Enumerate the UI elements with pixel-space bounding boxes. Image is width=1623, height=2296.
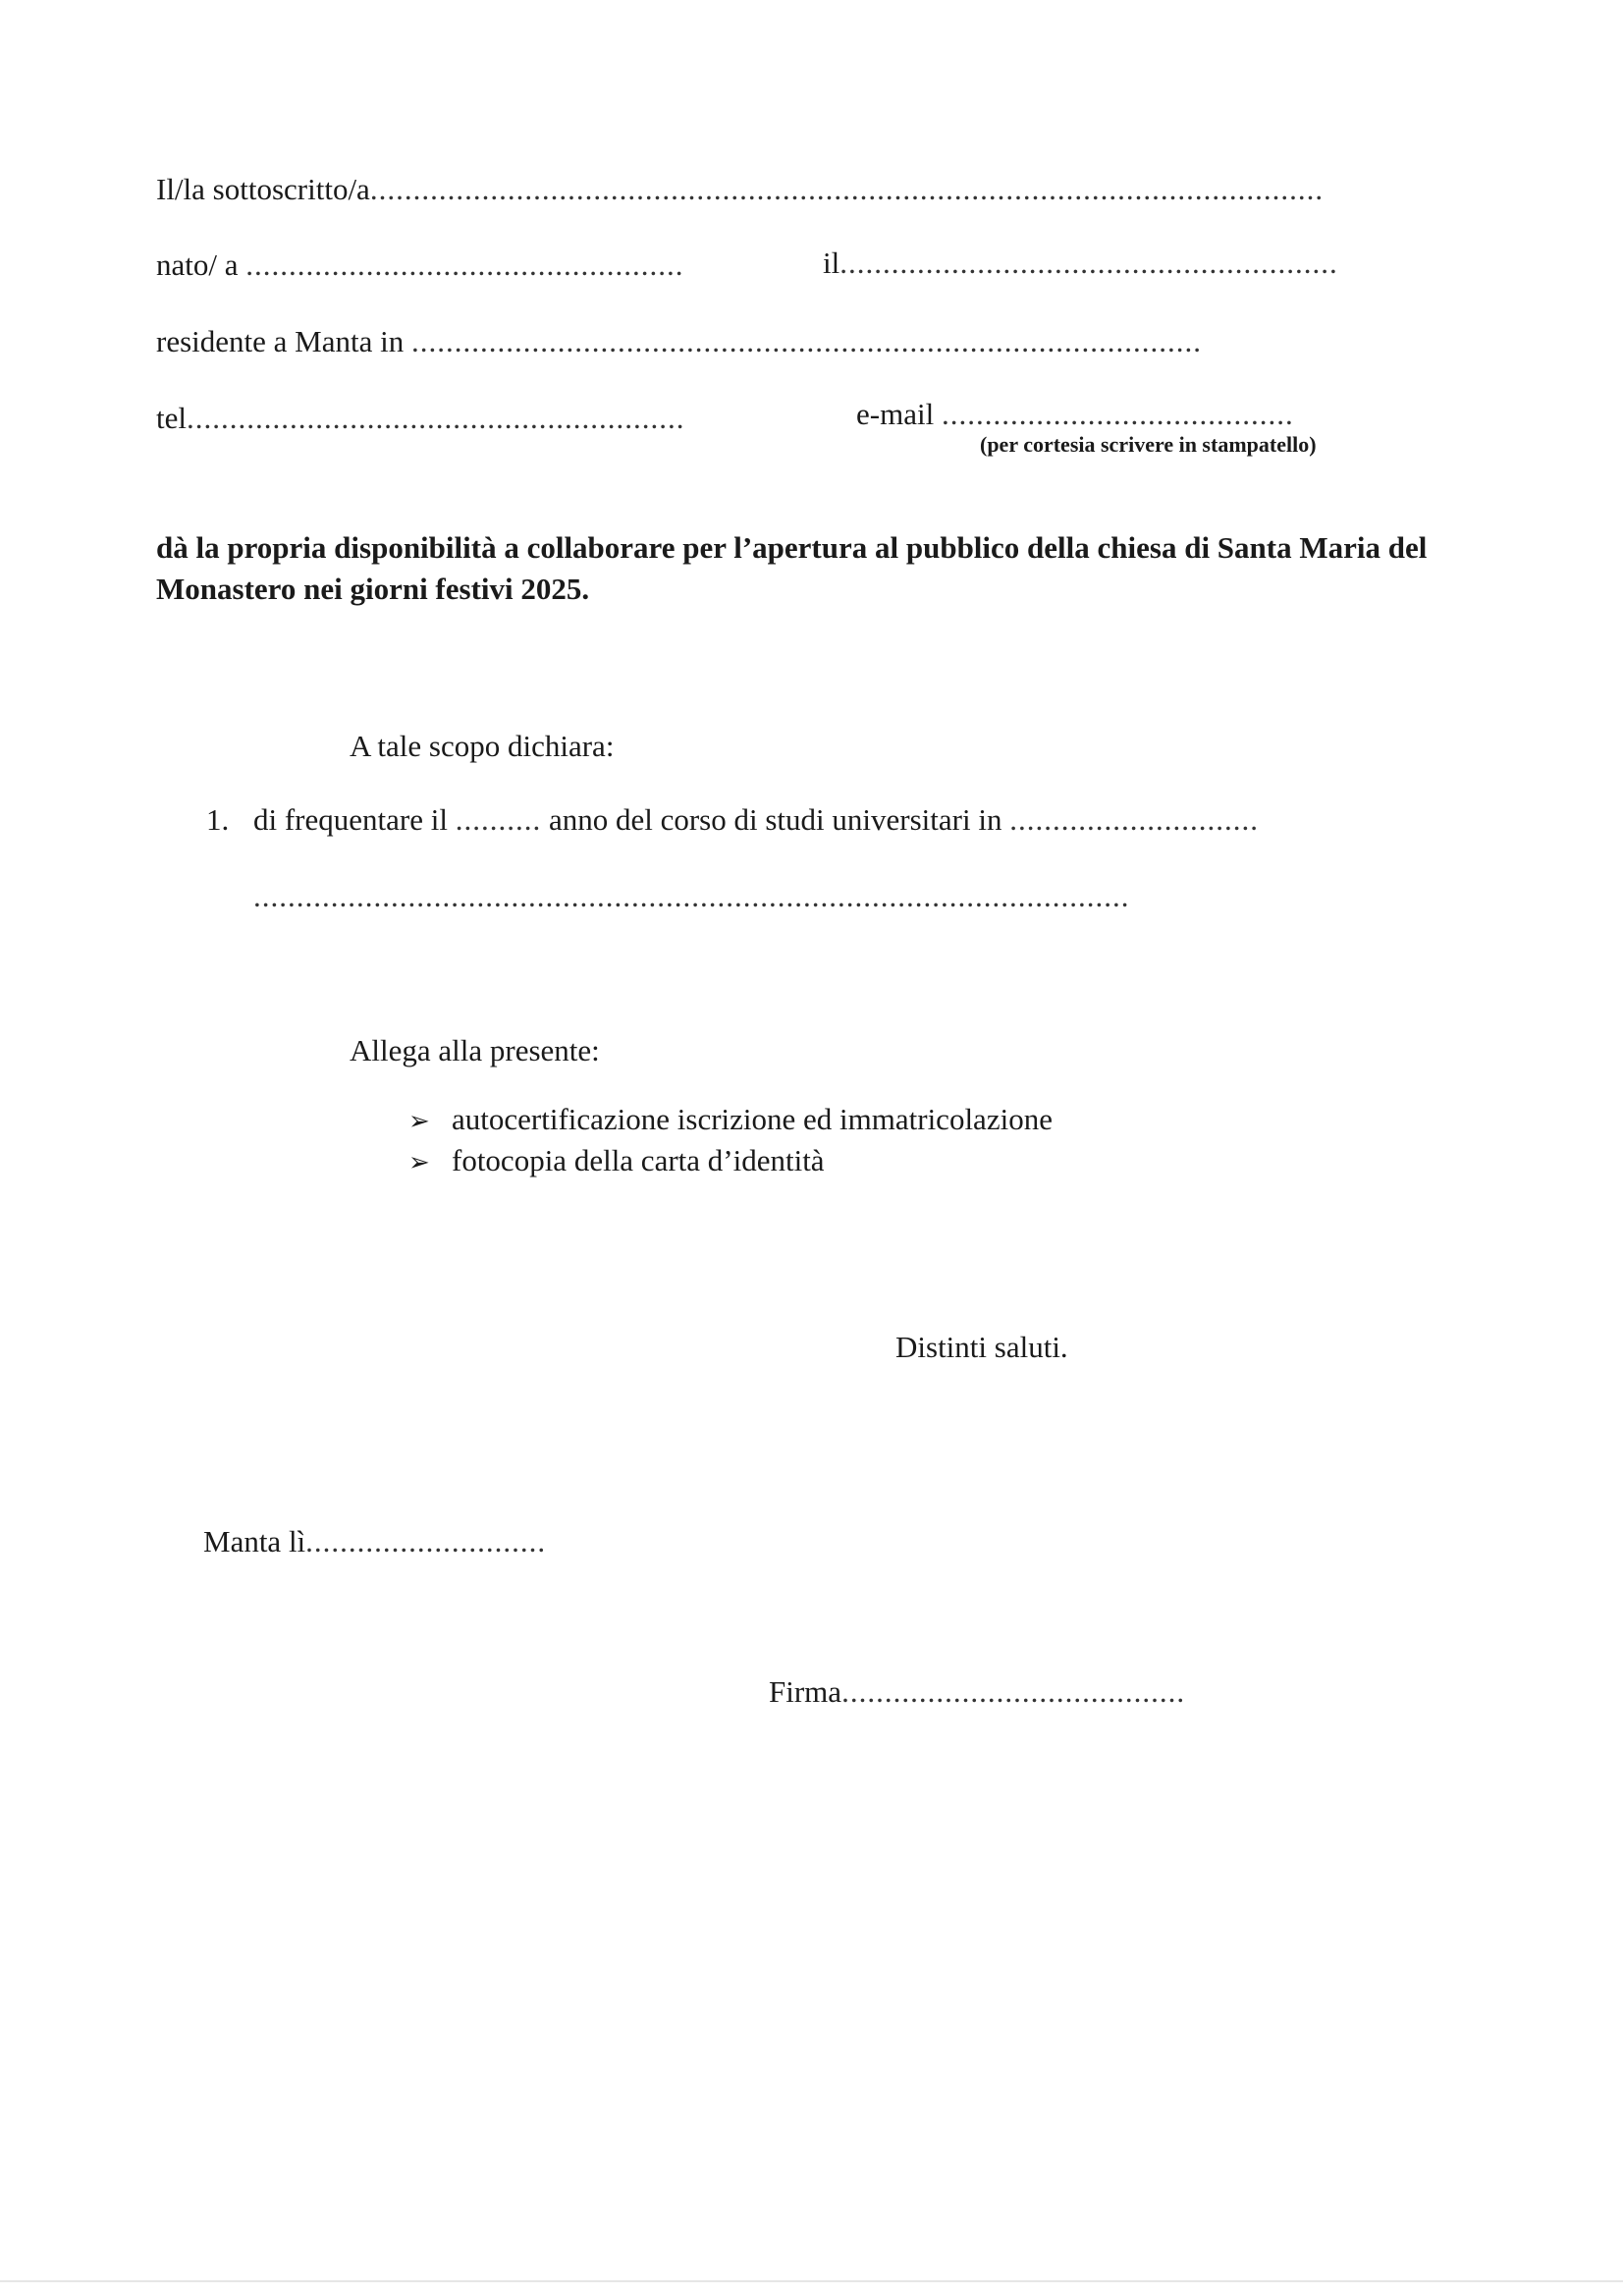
residence-field[interactable]: ............................................................................................	[410, 324, 1202, 358]
birthdate-line	[823, 244, 1338, 283]
year-field[interactable]: ..........	[455, 802, 542, 837]
birthdate-label: il	[823, 246, 840, 280]
birthdate-field[interactable]: ..........................................................	[839, 246, 1338, 280]
signature-field[interactable]: ........................................	[841, 1674, 1186, 1709]
item-number: 1.	[206, 802, 230, 837]
arrow-bullet-icon: ➢	[408, 1107, 430, 1135]
scan-edge-divider	[0, 2280, 1623, 2282]
attachment-item-text: fotocopia della carta d’identità	[452, 1143, 825, 1177]
course-field-continuation-line	[253, 877, 1130, 916]
undersigned-line	[156, 170, 1324, 209]
course-field-continuation[interactable]: ......................................................................................................	[253, 879, 1130, 913]
attachments-intro: Allega alla presente:	[350, 1033, 600, 1067]
course-field[interactable]: .............................	[1009, 802, 1259, 837]
attachment-item	[408, 1141, 825, 1182]
place-date-label: Manta lì	[203, 1524, 306, 1558]
attachment-item-text: autocertificazione iscrizione ed immatricolazione	[452, 1102, 1053, 1136]
closing-greeting: Distinti saluti.	[895, 1330, 1068, 1364]
signature-label: Firma	[769, 1674, 842, 1709]
arrow-bullet-icon: ➢	[408, 1148, 430, 1176]
statement-item-1	[206, 800, 1259, 840]
place-date-line	[203, 1522, 546, 1561]
signature-line	[769, 1672, 1185, 1712]
item-text-part2: anno del corso di studi universitari in	[548, 802, 1002, 837]
statement-intro: A tale scopo dichiara:	[350, 729, 615, 763]
attachment-item	[408, 1100, 1053, 1141]
email-label: e-mail	[856, 397, 935, 431]
phone-line	[156, 399, 685, 438]
email-line	[856, 395, 1294, 434]
undersigned-label: Il/la sottoscritto/a	[156, 172, 370, 206]
birthplace-field[interactable]: ...................................................	[245, 247, 684, 282]
undersigned-field[interactable]: ...............................................................................................................	[369, 172, 1325, 206]
residence-line	[156, 322, 1202, 361]
phone-field[interactable]: ..........................................................	[187, 401, 685, 435]
email-field[interactable]: .........................................	[941, 397, 1294, 431]
declaration-text: dà la propria disponibilità a collaborare per l’apertura al pubblico della chiesa di Santa Maria del Monastero nei giorni festivi 2025.	[156, 530, 1428, 606]
birthplace-line	[156, 246, 684, 285]
print-note: (per cortesia scrivere in stampatello)	[980, 432, 1317, 457]
phone-label: tel	[156, 401, 187, 435]
birthplace-label: nato/ a	[156, 247, 239, 282]
place-date-field[interactable]: ............................	[305, 1524, 547, 1558]
item-text-part1: di frequentare il	[253, 802, 448, 837]
residence-label: residente a Manta in	[156, 324, 405, 358]
